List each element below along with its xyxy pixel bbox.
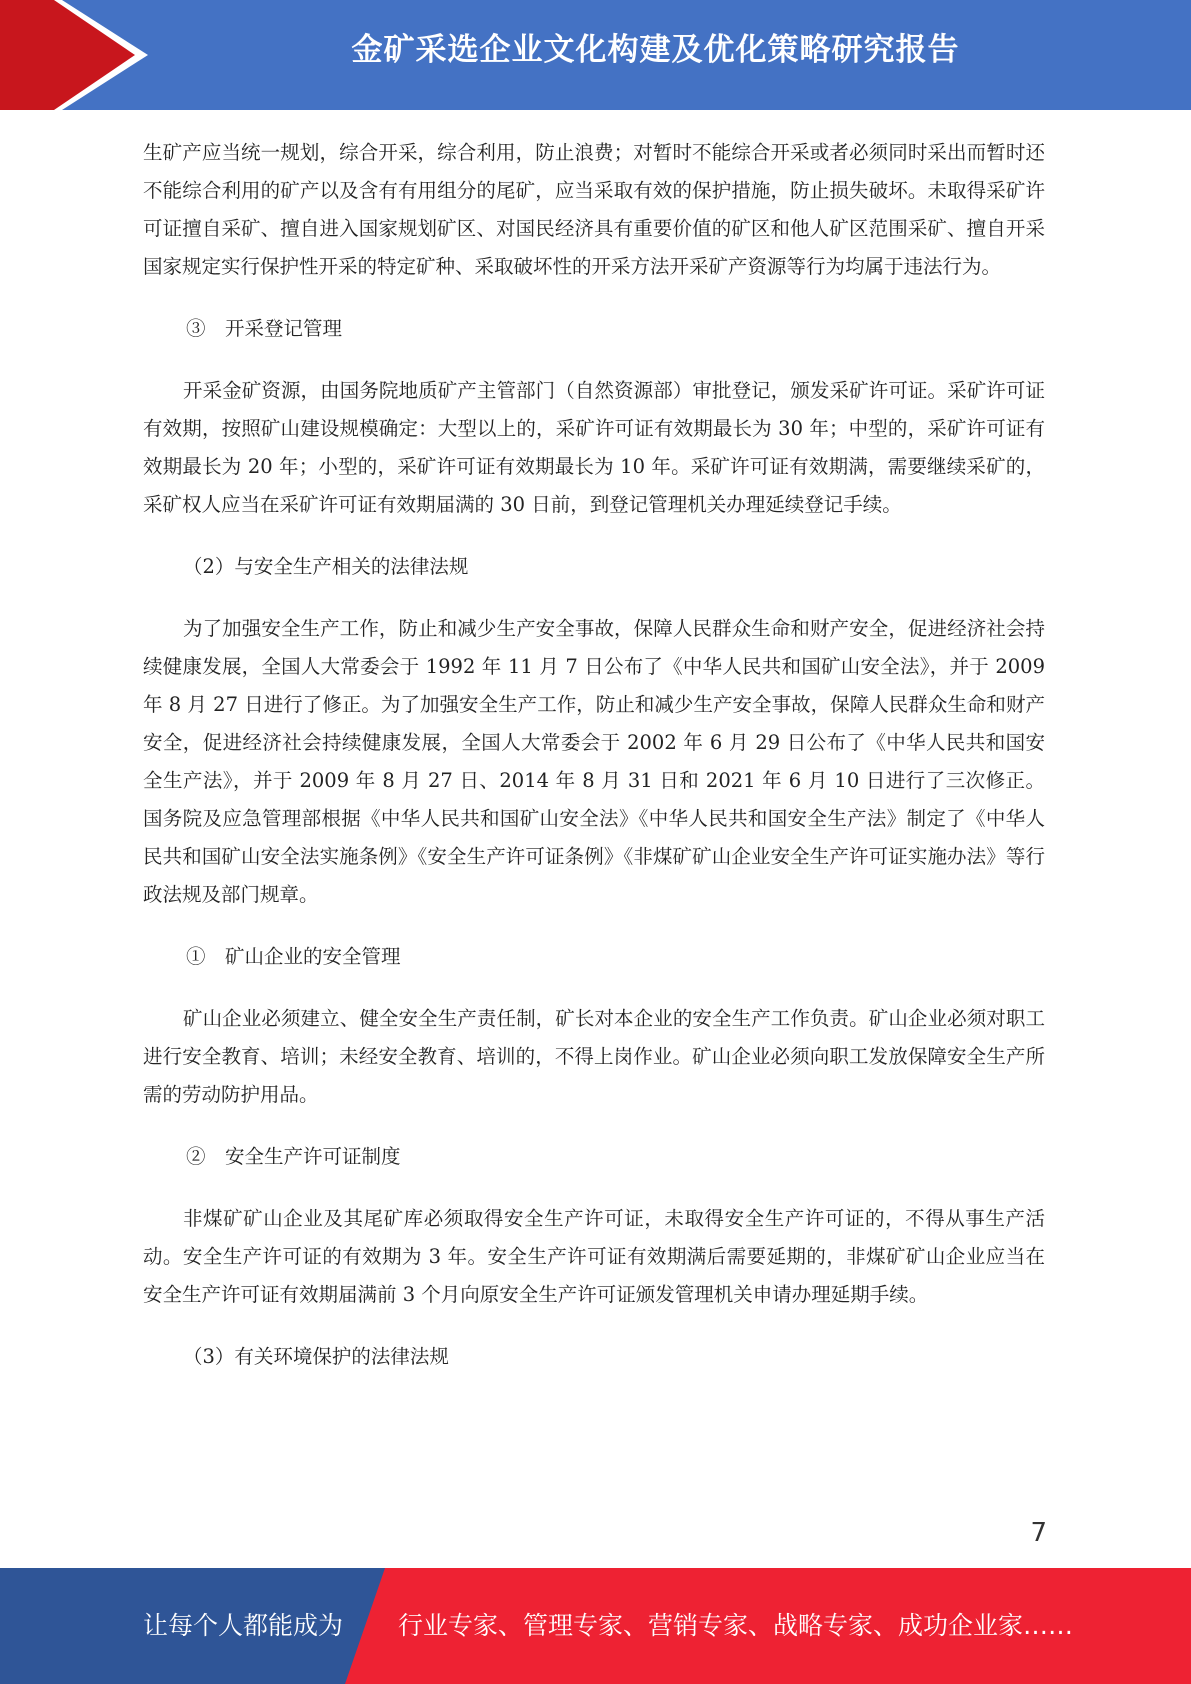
subheading-safety-management: ① 矿山企业的安全管理: [186, 945, 401, 968]
section-heading-safety-laws: （2）与安全生产相关的法律法规: [183, 555, 469, 578]
paragraph-mining-regulations: 生矿产应当统一规划，综合开采，综合利用，防止浪费；对暂时不能综合开采或者必须同时采出而暂时还不能综合利用的矿产以及含有有用组分的尾矿，应当采取有效的保护措施，防止损失破坏。未取得采矿许可证擅自采矿、擅自进入国家规划矿区、对国民经济具有重要价值的矿区和他人矿区范围采矿、擅自开采国家规定实行保护性开采的特定矿种、采取破坏性的开采方法开采矿产资源等行为均属于违法行为。: [143, 141, 1045, 278]
document-body: [143, 134, 1045, 1400]
footer-slogan-right: 行业专家、管理专家、营销专家、战略专家、成功企业家……: [398, 1611, 1074, 1640]
paragraph-mining-license: 开采金矿资源，由国务院地质矿产主管部门（自然资源部）审批登记，颁发采矿许可证。采矿许可证有效期，按照矿山建设规模确定：大型以上的，采矿许可证有效期最长为 30 年；中型的，采矿许可证有效期最长为 20 年；小型的，采矿许可证有效期最长为 10 年。采矿许可证有效期满，需要继续采矿的，采矿权人应当在采矿许可证有效期届满的 30 日前，到登记管理机关办理延续登记手续。: [143, 379, 1045, 516]
page-footer: [0, 1568, 1191, 1684]
subheading-mining-registration: ③ 开采登记管理: [186, 317, 343, 340]
footer-slogan-left: 让每个人都能成为: [143, 1611, 344, 1640]
section-heading-environment-laws: （3）有关环境保护的法律法规: [183, 1345, 449, 1368]
subheading-safety-license: ② 安全生产许可证制度: [186, 1145, 401, 1168]
page-header: [0, 0, 1191, 110]
page-number: 7: [1030, 1518, 1047, 1548]
paragraph-safety-laws: 为了加强安全生产工作，防止和减少生产安全事故，保障人民群众生命和财产安全，促进经济社会持续健康发展，全国人大常委会于 1992 年 11 月 7 日公布了《中华人民共和国矿山安全法》，并于 2009 年 8 月 27 日进行了修正。为了加强安全生产工作，防止和减少生产安全事故，保障人民群众生命和财产安全，促进经济社会持续健康发展，全国人大常委会于 2002 年 6 月 29 日公布了《中华人民共和国安全生产法》，并于 2009 年 8 月 27 日、2014 年 8 月 31 日和 2021 年 6 月 10 日进行了三次修正。国务院及应急管理部根据《中华人民共和国矿山安全法》《中华人民共和国安全生产法》制定了《中华人民共和国矿山安全法实施条例》《安全生产许可证条例》《非煤矿矿山企业安全生产许可证实施办法》等行政法规及部门规章。: [143, 617, 1045, 906]
paragraph-safety-management: 矿山企业必须建立、健全安全生产责任制，矿长对本企业的安全生产工作负责。矿山企业必须对职工进行安全教育、培训；未经安全教育、培训的，不得上岗作业。矿山企业必须向职工发放保障安全生产所需的劳动防护用品。: [143, 1007, 1045, 1106]
paragraph-safety-license: 非煤矿矿山企业及其尾矿库必须取得安全生产许可证，未取得安全生产许可证的，不得从事生产活动。安全生产许可证的有效期为 3 年。安全生产许可证有效期满后需要延期的，非煤矿矿山企业应当在安全生产许可证有效期届满前 3 个月向原安全生产许可证颁发管理机关申请办理延期手续。: [143, 1207, 1045, 1306]
header-title: 金矿采选企业文化构建及优化策略研究报告: [351, 32, 960, 68]
